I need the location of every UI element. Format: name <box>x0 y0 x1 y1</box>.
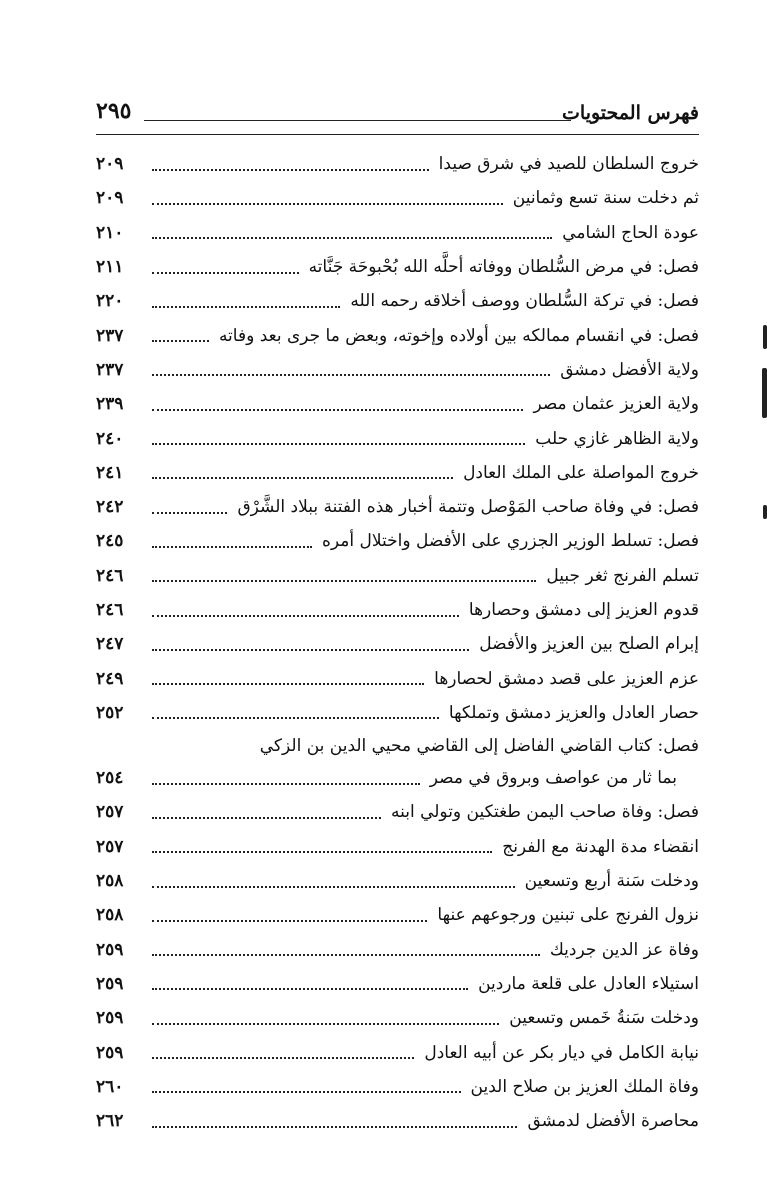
dot-leader <box>152 476 453 479</box>
toc-entry-page: ٢٥٩ <box>96 1008 124 1029</box>
toc-entry-title: ولاية الأفضل دمشق <box>560 359 699 380</box>
toc-entry-page: ٢٣٧ <box>96 325 124 346</box>
toc-entry <box>96 696 699 730</box>
toc-entry-page: ٢٥٩ <box>96 1042 124 1063</box>
toc-entry-page: ٢٤٦ <box>96 600 124 620</box>
toc-entry <box>96 1104 699 1138</box>
toc-entry-title: ثم دخلت سنة تسع وثمانين <box>512 188 699 209</box>
toc-entry-page: ٢٥٢ <box>96 702 124 723</box>
toc-entry-page: ٢٢٠ <box>96 291 124 312</box>
toc-entry <box>96 967 699 1001</box>
dot-leader <box>152 1125 517 1128</box>
toc-entry-title: عزم العزيز على قصد دمشق لحصارها <box>434 668 699 689</box>
toc-entry <box>96 147 699 181</box>
toc-entry-page: ٢٤٠ <box>96 428 124 449</box>
dot-leader <box>152 168 429 171</box>
toc-entry-page: ٢٥٧ <box>96 836 124 857</box>
toc-entry-title: محاصرة الأفضل لدمشق <box>527 1111 699 1132</box>
toc-entry-page: ٢٥٨ <box>96 905 124 926</box>
dot-leader <box>152 236 552 239</box>
toc-entry-page: ٢٠٩ <box>96 154 124 175</box>
dot-leader <box>152 271 299 274</box>
toc-entry-title: بما ثار من عواصف وبروق في مصر <box>429 768 677 789</box>
toc-entry <box>96 524 699 558</box>
toc-entry <box>96 284 699 318</box>
toc-entry-title: ولاية العزيز عثمان مصر <box>533 394 699 415</box>
toc-entry <box>96 353 699 387</box>
dot-leader <box>152 202 503 205</box>
toc-entry-title: ودخلت سَنة أربع وتسعين <box>524 871 699 892</box>
toc-entry-title: ودخلت سَنةُ خَمس وتسعين <box>509 1008 699 1029</box>
toc-entry <box>96 559 699 593</box>
toc-entry <box>96 1070 699 1104</box>
toc-entry-title: نزول الفرنج على تبنين ورجوعهم عنها <box>437 905 699 926</box>
toc-entry <box>96 661 699 695</box>
running-header-title: فهرس المحتويات <box>562 102 699 124</box>
toc-entry-page: ٢٣٩ <box>96 394 124 415</box>
toc-entry-title: فصل: وفاة صاحب اليمن طغتكين وتولي ابنه <box>390 802 699 823</box>
dot-leader <box>152 373 550 376</box>
toc-entry-title: فصل: في انقسام ممالكه بين أولاده وإخوته، وبعض ما جرى بعد وفاته <box>218 325 699 346</box>
toc-entry-title: وفاة عز الدين جرديك <box>549 939 699 960</box>
table-of-contents <box>96 147 699 1138</box>
toc-entry-page: ٢٤٩ <box>96 668 124 689</box>
toc-entry-page: ٢٥٤ <box>96 768 124 789</box>
toc-entry <box>96 795 699 829</box>
dot-leader <box>152 987 468 990</box>
toc-entry <box>96 1035 699 1069</box>
toc-entry <box>96 730 699 761</box>
toc-entry-continuation <box>96 761 699 795</box>
toc-entry-page: ٢٦٠ <box>96 1076 124 1097</box>
toc-entry-page: ٢٤٦ <box>96 565 124 586</box>
toc-entry-title: فصل: كتاب القاضي الفاضل إلى القاضي محيي الدين بن الزكي <box>259 735 699 756</box>
toc-entry-page: ٢٤٧ <box>96 634 124 655</box>
dot-leader <box>152 716 439 719</box>
dot-leader <box>152 782 420 785</box>
dot-leader <box>152 339 209 342</box>
scan-edge-mark <box>762 368 767 418</box>
toc-entry-page: ٢٥٩ <box>96 973 124 994</box>
toc-entry-title: عودة الحاج الشامي <box>562 222 699 243</box>
dot-leader <box>152 442 525 445</box>
toc-entry-page: ٢٤٥ <box>96 531 124 552</box>
header-rule <box>144 120 571 121</box>
dot-leader <box>152 648 469 651</box>
toc-entry <box>96 490 699 524</box>
toc-entry-title: استيلاء العادل على قلعة ماردين <box>478 973 699 994</box>
dot-leader <box>152 919 427 922</box>
toc-entry-title: حصار العادل والعزيز دمشق وتملكها <box>448 702 699 723</box>
toc-entry-page: ٢٦٢ <box>96 1111 124 1132</box>
toc-entry-title: ولاية الظاهر غازي حلب <box>535 428 699 449</box>
toc-entry-page: ٢١١ <box>96 257 124 278</box>
toc-entry-page: ٢٤٢ <box>96 497 124 518</box>
toc-entry <box>96 421 699 455</box>
toc-entry-page: ٢٠٩ <box>96 188 124 209</box>
toc-entry-title: فصل: في تركة السُّلطان ووصف أخلاقه رحمه الله <box>350 291 699 312</box>
dot-leader <box>152 408 523 411</box>
toc-entry <box>96 181 699 215</box>
dot-leader <box>152 885 515 888</box>
toc-entry <box>96 456 699 490</box>
page-number: ٢٩٥ <box>96 98 132 124</box>
dot-leader <box>152 850 492 853</box>
toc-entry-title: خروج السلطان للصيد في شرق صيدا <box>438 154 699 175</box>
dot-leader <box>152 682 424 685</box>
scan-edge-mark <box>763 325 767 349</box>
header-divider <box>96 134 699 135</box>
running-header <box>96 96 699 130</box>
toc-entry-title: فصل: في وفاة صاحب المَوْصل وتتمة أخبار هذه الفتنة ببلاد الشَّرْق <box>237 497 699 518</box>
toc-entry-page: ٢٥٨ <box>96 871 124 892</box>
toc-entry-title: وفاة الملك العزيز بن صلاح الدين <box>470 1076 699 1097</box>
toc-entry <box>96 318 699 352</box>
toc-entry-page: ٢٣٧ <box>96 359 124 380</box>
toc-entry-title: خروج المواصلة على الملك العادل <box>463 462 699 483</box>
toc-entry-title: انقضاء مدة الهدنة مع الفرنج <box>502 836 699 857</box>
toc-entry <box>96 1001 699 1035</box>
toc-entry-page: ٢٤١ <box>96 462 124 483</box>
toc-entry <box>96 933 699 967</box>
dot-leader <box>152 545 312 548</box>
dot-leader <box>152 1056 414 1059</box>
dot-leader <box>152 305 340 308</box>
toc-entry <box>96 387 699 421</box>
dot-leader <box>152 614 459 617</box>
toc-entry-title: فصل: في مرض السُّلطان ووفاته أحلَّه الله بُحْبوحَة جَنَّاته <box>308 257 699 278</box>
toc-entry-page: ٢٥٧ <box>96 802 124 823</box>
toc-entry <box>96 216 699 250</box>
toc-entry-title: تسلم الفرنج ثغر جبيل <box>546 565 699 586</box>
dot-leader <box>152 579 536 582</box>
toc-entry <box>96 830 699 864</box>
dot-leader <box>152 816 381 819</box>
dot-leader <box>152 1022 499 1025</box>
toc-entry <box>96 864 699 898</box>
toc-entry-page: ٢١٠ <box>96 222 124 243</box>
toc-entry <box>96 593 699 627</box>
dot-leader <box>152 953 540 956</box>
dot-leader <box>152 1090 461 1093</box>
toc-entry-title: نيابة الكامل في ديار بكر عن أبيه العادل <box>424 1042 699 1063</box>
toc-entry <box>96 627 699 661</box>
toc-entry-title: قدوم العزيز إلى دمشق وحصارها <box>468 600 699 620</box>
toc-entry-title: فصل: تسلط الوزير الجزري على الأفضل واختلال أمره <box>321 531 699 552</box>
toc-entry <box>96 250 699 284</box>
dot-leader <box>152 511 227 514</box>
scan-edge-mark <box>763 505 767 519</box>
toc-entry-page: ٢٥٩ <box>96 939 124 960</box>
toc-entry <box>96 898 699 932</box>
toc-entry-title: إبرام الصلح بين العزيز والأفضل <box>479 634 699 655</box>
